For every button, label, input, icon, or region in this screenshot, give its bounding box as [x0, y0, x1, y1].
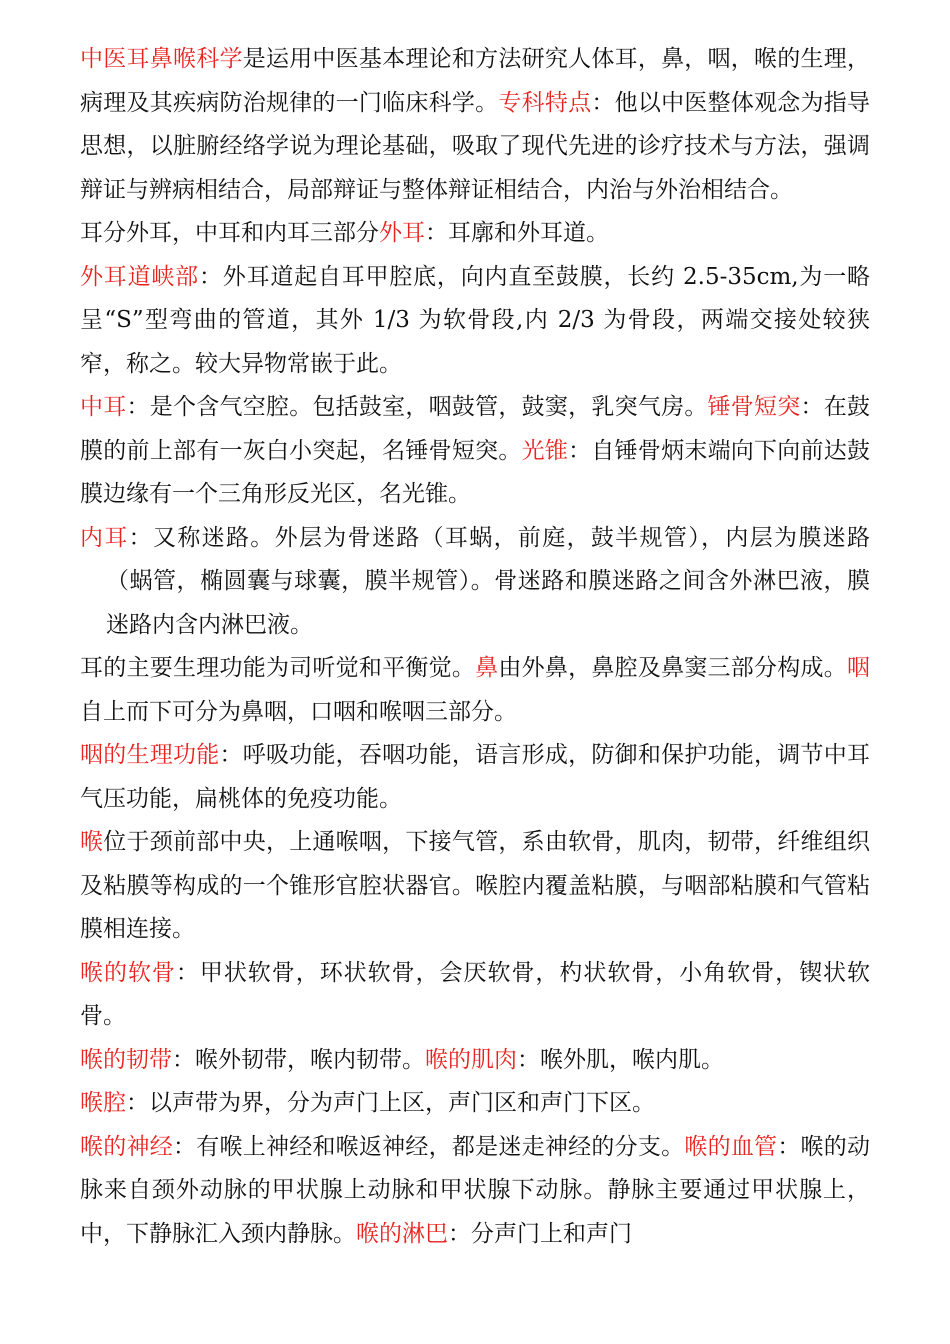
term-heading: 中耳 — [80, 394, 127, 420]
term-heading: 喉腔 — [80, 1090, 126, 1116]
body-text: ：在鼓膜的前上部有一灰白小突起，名锤骨短突。 — [80, 394, 871, 464]
paragraph-p12 — [80, 1126, 870, 1257]
paragraph-p6 — [80, 647, 870, 734]
paragraph-p8 — [80, 821, 870, 952]
body-text: ：又称迷路。外层为骨迷路（耳蜗，前庭，鼓半规管），内层为膜迷路（蜗管，椭圆囊与球囊，膜半规管）。骨迷路和膜迷路之间含外淋巴液，膜迷路内含内淋巴液。 — [106, 524, 870, 638]
body-text: ：喉外韧带，喉内韧带。 — [172, 1046, 425, 1073]
term-heading: 内耳 — [80, 524, 129, 551]
document-page — [80, 38, 870, 1256]
term-heading: 喉的淋巴 — [356, 1220, 448, 1247]
body-text: 位于颈前部中央，上通喉咽，下接气管，系由软骨，肌肉，韧带，纤维组织及粘膜等构成的一个锥形官腔状器官。喉腔内覆盖粘膜，与咽部粘膜和气管粘膜相连接。 — [80, 829, 871, 942]
paragraph-p7 — [80, 734, 870, 821]
body-text: ：以声带为界，分为声门上区，声门区和声门下区。 — [126, 1090, 655, 1116]
paragraph-p1 — [80, 38, 870, 212]
body-text: ：外耳道起自耳甲腔底，向内直至鼓膜，长约 2.5-35cm,为一略呈“S”型弯曲的管道，其外 1/3 为软骨段,内 2/3 为骨段，两端交接处较狭窄，称之。较大异物常嵌于此。 — [80, 263, 870, 377]
paragraph-p3 — [80, 256, 870, 387]
paragraph-p10 — [80, 1039, 870, 1083]
term-heading: 喉 — [80, 829, 104, 855]
body-text: ：呼吸功能，吞咽功能，语言形成，防御和保护功能，调节中耳气压功能，扁桃体的免疫功能。 — [80, 742, 871, 812]
body-text: ：他以中医整体观念为指导思想，以脏腑经络学说为理论基础，吸取了现代先进的诊疗技术与方法，强调辩证与辨病相结合，局部辩证与整体辩证相结合，内治与外治相结合。 — [80, 89, 871, 203]
term-heading: 喉的神经 — [80, 1133, 173, 1160]
term-heading: 光锥 — [521, 437, 569, 464]
body-text: 是运用中医基本理论和方法研究人体耳，鼻，咽，喉的生理，病理及其疾病防治规律的一门临床科学。 — [80, 46, 871, 116]
body-text: 自上而下可分为鼻咽，口咽和喉咽三部分。 — [80, 698, 517, 725]
term-heading: 咽的生理功能 — [80, 742, 220, 768]
body-text: ：有喉上神经和喉返神经，都是迷走神经的分支。 — [172, 1133, 685, 1160]
term-heading: 喉的软骨 — [80, 959, 176, 986]
term-heading: 外耳道峡部 — [80, 263, 199, 290]
term-heading: 锤骨短突 — [707, 394, 801, 420]
body-text: ：喉的动脉来自颈外动脉的甲状腺上动脉和甲状腺下动脉。静脉主要通过甲状腺上，中，下静脉汇入颈内静脉。 — [80, 1133, 871, 1247]
paragraph-p11 — [80, 1082, 870, 1126]
term-heading: 专科特点 — [498, 89, 592, 116]
paragraph-p2 — [80, 212, 870, 256]
body-text: ：自锤骨炳末端向下向前达鼓膜边缘有一个三角形反光区，名光锥。 — [80, 437, 871, 507]
body-text: ：喉外肌，喉内肌。 — [517, 1046, 724, 1073]
body-text: 由外鼻，鼻腔及鼻窦三部分构成。 — [498, 655, 848, 681]
body-text: ：耳廓和外耳道。 — [425, 220, 609, 246]
term-heading: 喉的韧带 — [80, 1046, 172, 1073]
term-heading: 喉的血管 — [684, 1133, 778, 1160]
body-text: ：是个含气空腔。包括鼓室，咽鼓管，鼓窦，乳突气房。 — [126, 394, 708, 420]
paragraph-p4 — [80, 386, 870, 517]
body-text: 耳的主要生理功能为司听觉和平衡觉。 — [80, 655, 476, 681]
term-heading: 喉的肌肉 — [425, 1046, 517, 1073]
term-heading: 中医耳鼻喉科学 — [80, 46, 243, 72]
term-heading: 外耳 — [379, 220, 425, 246]
body-text: ：甲状软骨，环状软骨，会厌软骨，杓状软骨，小角软骨，锲状软骨。 — [80, 959, 870, 1029]
term-heading: 咽 — [847, 655, 871, 681]
term-heading: 鼻 — [475, 655, 499, 681]
body-text: 耳分外耳，中耳和内耳三部分 — [80, 220, 379, 246]
paragraph-p9 — [80, 952, 870, 1039]
paragraph-p5 — [80, 517, 870, 648]
body-text: ：分声门上和声门 — [448, 1220, 632, 1247]
